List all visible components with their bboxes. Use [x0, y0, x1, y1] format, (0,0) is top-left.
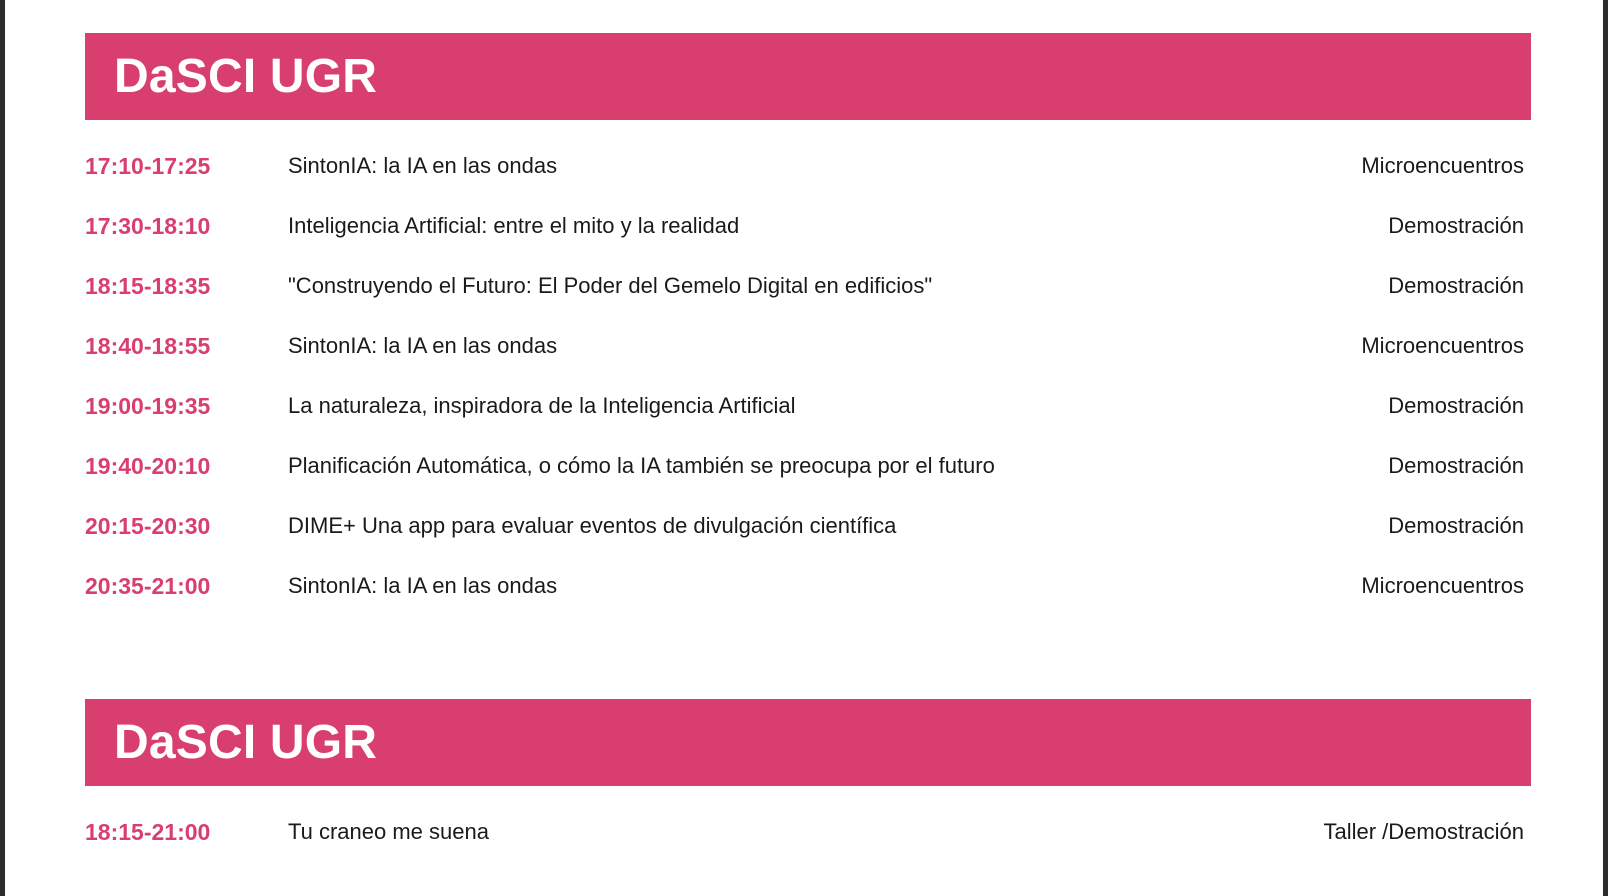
- event-time: 18:15-21:00: [85, 818, 211, 845]
- event-time: 17:10-17:25: [85, 152, 211, 179]
- event-row: [85, 196, 1531, 256]
- event-type: Taller /Demostración: [1323, 819, 1524, 844]
- section-banner: [85, 699, 1531, 786]
- window-left-edge: [0, 0, 5, 896]
- event-row: [85, 316, 1531, 376]
- event-title: Planificación Automática, o cómo la IA también se preocupa por el futuro: [288, 453, 995, 478]
- schedule-section: [85, 33, 1531, 616]
- event-title: SintonIA: la IA en las ondas: [288, 153, 558, 178]
- event-type: Microencuentros: [1361, 153, 1524, 178]
- event-time: 18:15-18:35: [85, 272, 211, 299]
- event-time: 17:30-18:10: [85, 212, 211, 239]
- schedule-section: [85, 699, 1531, 862]
- event-type: Microencuentros: [1361, 333, 1524, 358]
- event-type: Demostración: [1388, 393, 1524, 418]
- event-row: [85, 802, 1531, 862]
- event-list: [85, 802, 1531, 862]
- event-row: [85, 496, 1531, 556]
- event-type: Demostración: [1388, 513, 1524, 538]
- event-type: Demostración: [1388, 453, 1524, 478]
- event-time: 18:40-18:55: [85, 332, 211, 359]
- window-right-edge: [1603, 0, 1608, 896]
- event-type: Microencuentros: [1361, 573, 1524, 598]
- event-title: Inteligencia Artificial: entre el mito y la realidad: [288, 213, 740, 238]
- event-row: [85, 256, 1531, 316]
- event-time: 19:00-19:35: [85, 392, 211, 419]
- event-time: 20:35-21:00: [85, 572, 211, 599]
- section-title: DaSCI UGR: [114, 716, 378, 769]
- event-title: SintonIA: la IA en las ondas: [288, 333, 558, 358]
- event-title: Tu craneo me suena: [288, 819, 489, 844]
- event-row: [85, 376, 1531, 436]
- event-type: Demostración: [1388, 273, 1524, 298]
- event-row: [85, 436, 1531, 496]
- event-title: DIME+ Una app para evaluar eventos de divulgación científica: [288, 513, 897, 538]
- section-title: DaSCI UGR: [114, 50, 378, 103]
- event-title: La naturaleza, inspiradora de la Inteligencia Artificial: [288, 393, 796, 418]
- event-row: [85, 136, 1531, 196]
- event-time: 20:15-20:30: [85, 512, 211, 539]
- event-type: Demostración: [1388, 213, 1524, 238]
- event-title: "Construyendo el Futuro: El Poder del Gemelo Digital en edificios": [288, 273, 933, 298]
- event-row: [85, 556, 1531, 616]
- event-time: 19:40-20:10: [85, 452, 211, 479]
- section-banner: [85, 33, 1531, 120]
- event-title: SintonIA: la IA en las ondas: [288, 573, 558, 598]
- event-list: [85, 136, 1531, 616]
